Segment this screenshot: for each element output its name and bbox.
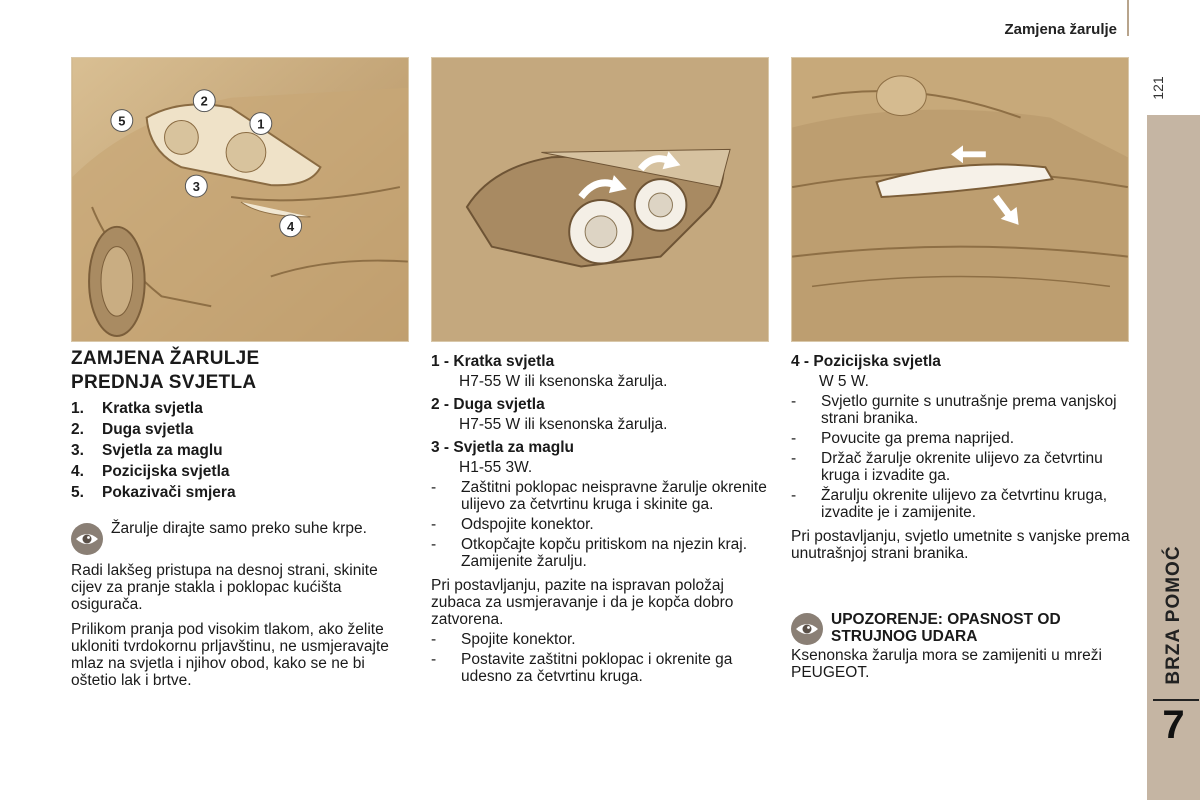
paragraph: Pri postavljanju, svjetlo umetnite s vanjske prema unutrašnjoj strani branika. — [791, 528, 1130, 562]
headlight-assembly-illustration — [432, 58, 768, 341]
step-item: - Otkopčajte kopču pritiskom na njezin kraj. Zamijenite žarulju. — [431, 536, 748, 570]
column-intro — [71, 350, 411, 689]
paragraph: Pri postavljanju, pazite na ispravan položaj zubaca za usmjeravanje i da je kopča dobro zatvorena. — [431, 577, 734, 628]
step-item: - Zaštitni poklopac neispravne žarulje okrenite ulijevo za četvrtinu kruga i skinite ga. — [431, 479, 767, 513]
step-item: - Povucite ga prema naprijed. — [791, 430, 1015, 447]
item-spec: W 5 W. — [819, 373, 869, 390]
item-title: 1 - Kratka svjetla — [431, 353, 555, 370]
header-divider — [1127, 0, 1129, 36]
paragraph: Prilikom pranja pod visokim tlakom, ako želite ukloniti tvrdokornu prljavštinu, ne usmjeravajte mlaz na svjetla i njihov obod, kako se ne bi oštetio lak i brtve. — [71, 621, 389, 689]
callout-1: 1 — [257, 116, 265, 132]
column-position-light — [791, 350, 1131, 681]
page-number: 121 — [1150, 76, 1166, 100]
paragraph: Radi lakšeg pristupa na desnoj strani, skinite cijev za pranje stakla i poklopac kućišta osigurača. — [71, 562, 378, 613]
step-item: - Žarulju okrenite ulijevo za četvrtinu kruga, izvadite je i zamijenite. — [791, 487, 1108, 521]
note-text: Žarulje dirajte samo preko suhe krpe. — [111, 520, 367, 537]
eye-icon — [791, 613, 823, 645]
column-headlight-bulbs — [431, 350, 771, 685]
step-item: - Držač žarulje okrenite ulijevo za četvrtinu kruga i izvadite ga. — [791, 450, 1103, 484]
list-item: 3. Svjetla za maglu — [71, 442, 223, 459]
step-item: - Odspojite konektor. — [431, 516, 594, 533]
callout-2: 2 — [200, 93, 208, 109]
chapter-divider — [1153, 699, 1199, 701]
warning-title: UPOZORENJE: OPASNOST OD STRUJNOG UDARA — [831, 611, 1061, 645]
bulb-list — [71, 400, 411, 501]
position-light-illustration — [792, 58, 1128, 341]
photo-headlight-assembly — [431, 57, 769, 342]
item-spec: H1-55 3W. — [459, 459, 533, 476]
chapter-number: 7 — [1162, 703, 1185, 747]
item-title: 2 - Duga svjetla — [431, 396, 545, 413]
chapter-tab[interactable] — [1147, 540, 1200, 690]
list-item: 2. Duga svjetla — [71, 421, 194, 438]
item-spec: H7-55 W ili ksenonska žarulja. — [459, 373, 668, 390]
section-title: ZAMJENA ŽARULJE — [71, 348, 260, 369]
warning-text: Ksenonska žarulja mora se zamijeniti u mreži PEUGEOT. — [791, 647, 1102, 681]
callout-4: 4 — [287, 218, 295, 234]
section-subtitle: PREDNJA SVJETLA — [71, 372, 257, 393]
step-item: - Spojite konektor. — [431, 631, 576, 648]
page-header-title: Zamjena žarulje — [1004, 21, 1117, 38]
warning-block — [791, 610, 1131, 645]
note-block — [71, 520, 411, 555]
photo-position-light — [791, 57, 1129, 342]
chapter-sidebar — [1147, 115, 1200, 800]
list-item: 4. Pozicijska svjetla — [71, 463, 230, 480]
callout-5: 5 — [118, 113, 126, 129]
photo-headlight-overview — [71, 57, 409, 342]
eye-icon — [71, 523, 103, 555]
item-title: 4 - Pozicijska svjetla — [791, 353, 941, 370]
item-title: 3 - Svjetla za maglu — [431, 439, 574, 456]
step-item: - Svjetlo gurnite s unutrašnje prema vanjskoj strani branika. — [791, 393, 1117, 427]
callout-3: 3 — [192, 179, 200, 195]
headlight-overview-illustration — [72, 58, 408, 341]
list-item: 1. Kratka svjetla — [71, 400, 203, 417]
item-spec: H7-55 W ili ksenonska žarulja. — [459, 416, 668, 433]
step-item: - Postavite zaštitni poklopac i okrenite ga udesno za četvrtinu kruga. — [431, 651, 733, 685]
chapter-label: BRZA POMOĆ — [1162, 545, 1184, 685]
list-item: 5. Pokazivači smjera — [71, 484, 236, 501]
